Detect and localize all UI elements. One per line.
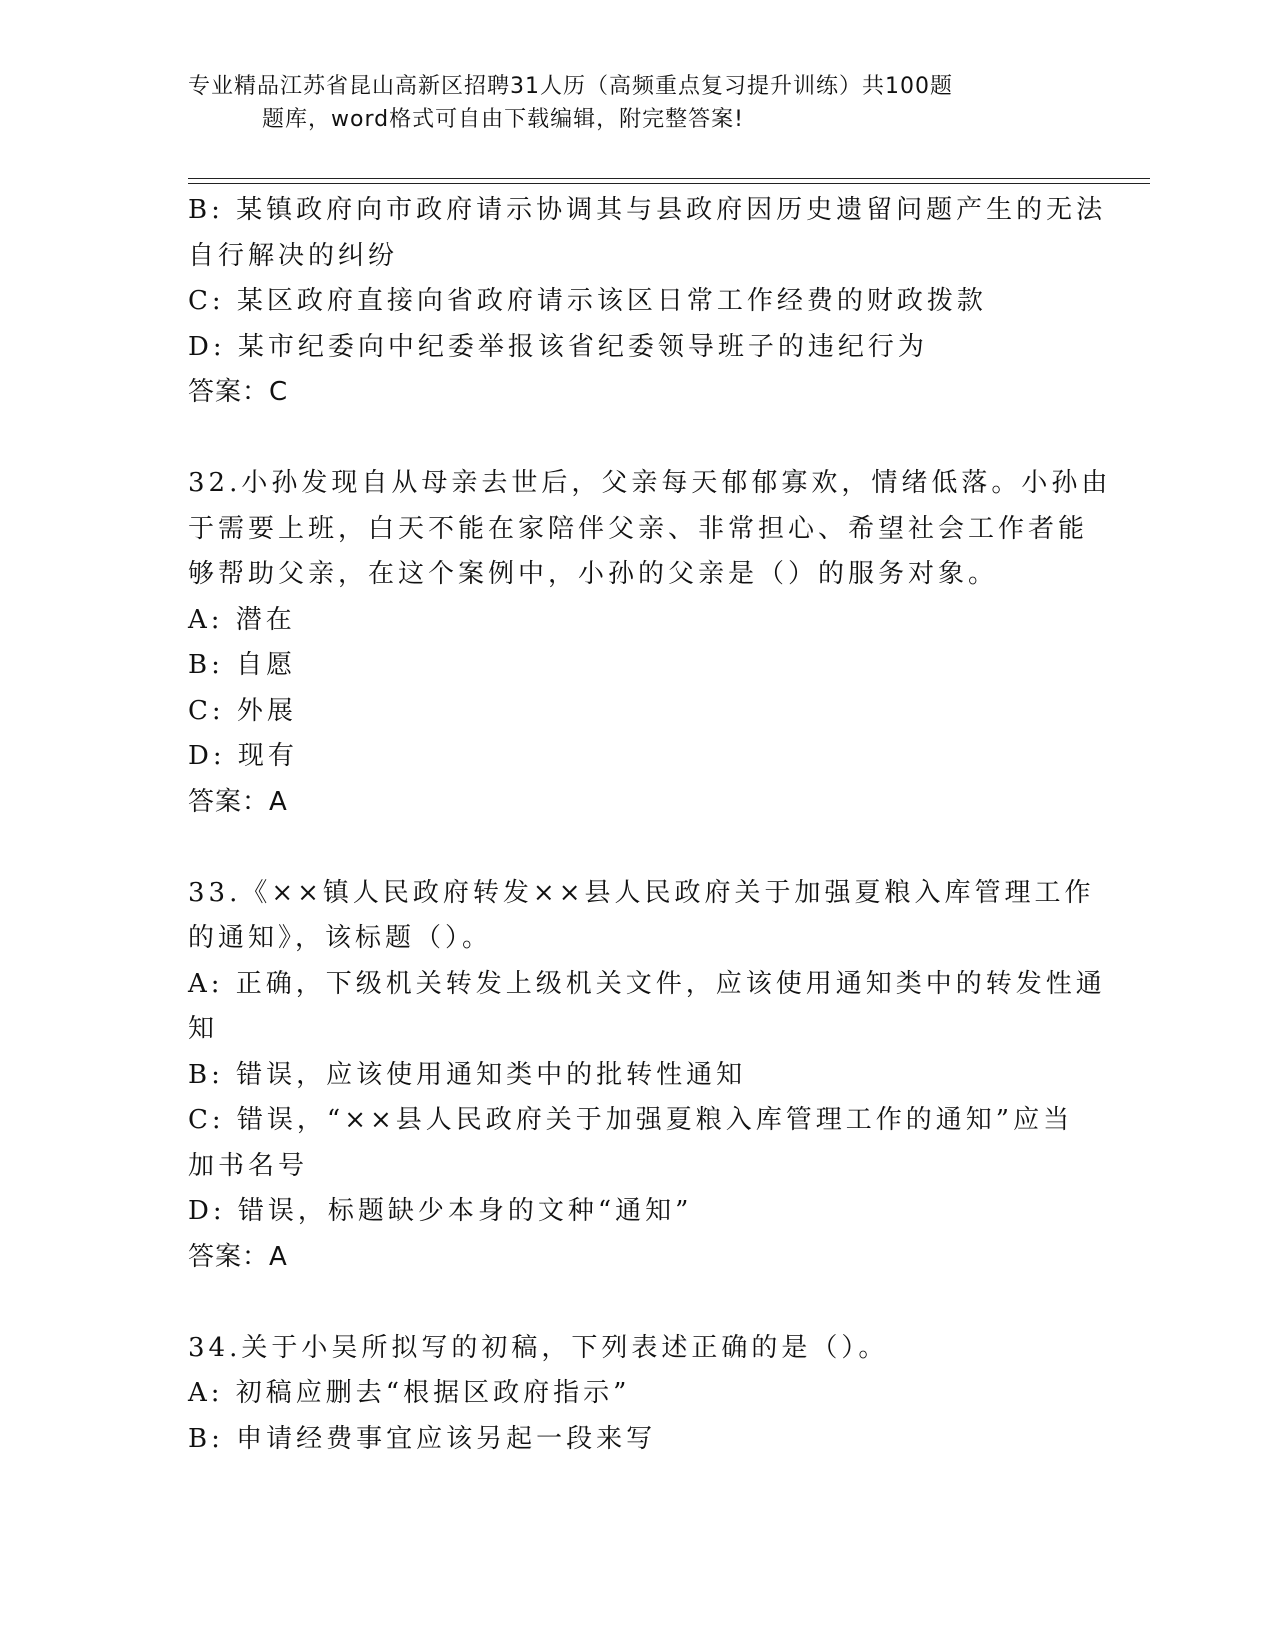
text-line: 32.小孙发现自从母亲去世后，父亲每天郁郁寡欢，情绪低落。小孙由 [188, 468, 1112, 498]
text-line: 的通知》，该标题（）。 [188, 923, 493, 953]
text-line: 33.《××镇人民政府转发××县人民政府关于加强夏粮入库管理工作 [188, 877, 1095, 908]
spacer [188, 416, 1078, 462]
spacer [188, 825, 1078, 871]
spacer [188, 1280, 1078, 1326]
text-line: D: 错误，标题缺少本身的文种“通知” [188, 1196, 693, 1226]
header-rule-top [188, 178, 1150, 179]
text-line: B: 申请经费事宜应该另起一段来写 [188, 1423, 657, 1454]
text-line: D: 现有 [188, 741, 298, 771]
text-line: B: 自愿 [188, 650, 297, 680]
text-line: A: 潜在 [188, 604, 296, 635]
text-line: 够帮助父亲，在这个案例中，小孙的父亲是（）的服务对象。 [188, 559, 999, 589]
text-line: 自行解决的纠纷 [188, 240, 399, 271]
answer-line: 答案：A [188, 786, 288, 817]
header-rule-bottom [188, 183, 1150, 184]
text-line: 知 [188, 1014, 219, 1044]
header-title-line2: 题库，word格式可自由下载编辑，附完整答案! [262, 107, 744, 132]
text-line: C: 外展 [188, 695, 297, 726]
text-line: 于需要上班，白天不能在家陪伴父亲、非常担心、希望社会工作者能 [188, 513, 1089, 544]
text-line: A: 初稿应删去“根据区政府指示” [188, 1378, 631, 1408]
text-line: 加书名号 [188, 1150, 309, 1181]
answer-line: 答案：A [188, 1241, 288, 1272]
text-line: 34.关于小吴所拟写的初稿，下列表述正确的是（）。 [188, 1332, 889, 1363]
text-line: C: 错误，“××县人民政府关于加强夏粮入库管理工作的通知”应当 [188, 1105, 1074, 1135]
text-line: B: 错误，应该使用通知类中的批转性通知 [188, 1059, 747, 1090]
text-line: B: 某镇政府向市政府请示协调其与县政府因历史遗留问题产生的无法 [188, 195, 1107, 225]
text-line: A: 正确，下级机关转发上级机关文件，应该使用通知类中的转发性通 [188, 968, 1106, 999]
text-line: D: 某市纪委向中纪委举报该省纪委领导班子的违纪行为 [188, 331, 928, 362]
document-header [188, 70, 1048, 136]
text-line: C: 某区政府直接向省政府请示该区日常工作经费的财政拨款 [188, 286, 987, 316]
answer-line: 答案：C [188, 377, 289, 407]
question-content [188, 188, 1112, 1462]
header-title-line1: 专业精品江苏省昆山高新区招聘31人历（高频重点复习提升训练）共100题 [188, 74, 953, 99]
